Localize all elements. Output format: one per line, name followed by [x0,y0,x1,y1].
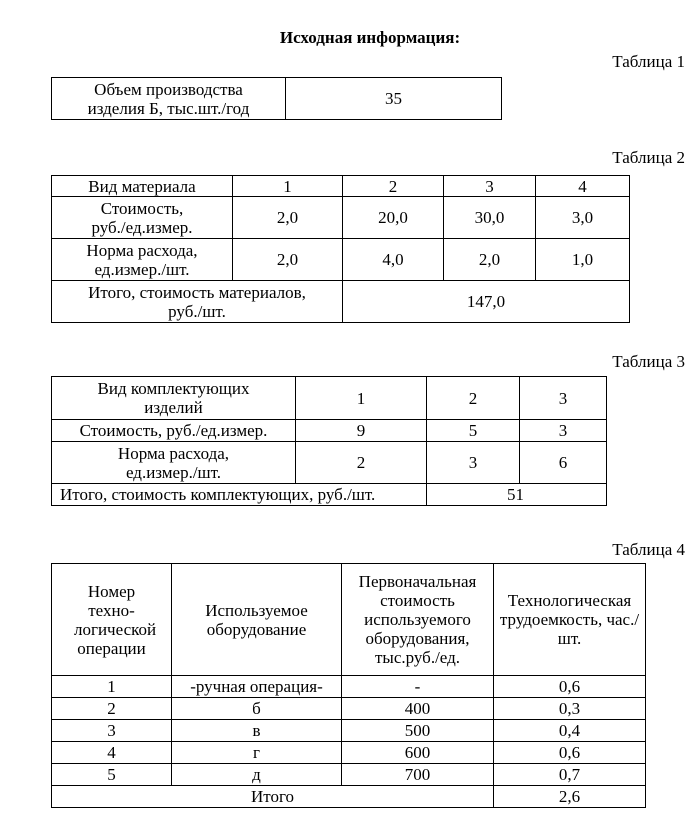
component-norm-label: Норма расхода, ед.измер./шт. [52,442,296,484]
operation-number-header: Номер техно-логической операции [52,564,172,676]
material-cost-label: Стоимость, руб./ед.измер. [52,197,233,239]
component-header-cell: 2 [427,377,520,420]
material-header-cell: 3 [444,176,536,197]
equipment-cell: г [172,742,342,764]
material-norm-cell: 2,0 [444,239,536,281]
operation-number-cell: 4 [52,742,172,764]
material-norm-cell: 1,0 [536,239,630,281]
material-cost-cell: 3,0 [536,197,630,239]
equipment-cell: -ручная операция- [172,676,342,698]
equipment-cell: в [172,720,342,742]
material-cost-cell: 30,0 [444,197,536,239]
equipment-cost-cell: 700 [342,764,494,786]
materials-table [51,175,630,323]
table-row [52,720,646,742]
components-table [51,376,607,506]
component-norm-cell: 6 [520,442,607,484]
equipment-cell: д [172,764,342,786]
material-header-label: Вид материала [52,176,233,197]
component-norm-cell: 2 [296,442,427,484]
operations-total-label: Итого [52,786,494,808]
component-header-cell: 1 [296,377,427,420]
equipment-header: Используемое оборудование [172,564,342,676]
component-header-label: Вид комплектующих изделий [52,377,296,420]
materials-total-value: 147,0 [343,281,630,323]
table-row [52,698,646,720]
operations-total-value: 2,6 [494,786,646,808]
equipment-cost-cell: 400 [342,698,494,720]
production-volume-table [51,77,502,120]
equipment-cost-header: Первоначальная стоимость используемого оборудования, тыс.руб./ед. [342,564,494,676]
production-volume-value: 35 [286,78,502,120]
component-header-cell: 3 [520,377,607,420]
labor-intensity-cell: 0,6 [494,742,646,764]
table-row [52,742,646,764]
operation-number-cell: 3 [52,720,172,742]
material-cost-cell: 2,0 [233,197,343,239]
components-total-value: 51 [427,484,607,506]
equipment-cost-cell: 600 [342,742,494,764]
components-total-label: Итого, стоимость комплектующих, руб./шт. [52,484,427,506]
operations-table [51,563,646,808]
component-cost-label: Стоимость, руб./ед.измер. [52,420,296,442]
material-norm-label: Норма расхода, ед.измер./шт. [52,239,233,281]
operation-number-cell: 1 [52,676,172,698]
labor-intensity-cell: 0,4 [494,720,646,742]
table2-caption: Таблица 2 [612,148,685,167]
material-norm-cell: 2,0 [233,239,343,281]
labor-intensity-header: Технологическая трудоемкость, час./шт. [494,564,646,676]
table1-caption: Таблица 1 [612,52,685,71]
component-cost-cell: 5 [427,420,520,442]
labor-intensity-cell: 0,6 [494,676,646,698]
table-row [52,676,646,698]
material-cost-cell: 20,0 [343,197,444,239]
operation-number-cell: 2 [52,698,172,720]
component-norm-cell: 3 [427,442,520,484]
materials-total-label: Итого, стоимость материалов, руб./шт. [52,281,343,323]
material-header-cell: 2 [343,176,444,197]
material-header-cell: 4 [536,176,630,197]
equipment-cell: б [172,698,342,720]
material-header-cell: 1 [233,176,343,197]
document-title: Исходная информация: [279,28,461,47]
labor-intensity-cell: 0,3 [494,698,646,720]
equipment-cost-cell: 500 [342,720,494,742]
labor-intensity-cell: 0,7 [494,764,646,786]
table-row [52,764,646,786]
component-cost-cell: 9 [296,420,427,442]
component-cost-cell: 3 [520,420,607,442]
operation-number-cell: 5 [52,764,172,786]
production-volume-label: Объем производства изделия Б, тыс.шт./год [52,78,286,120]
material-norm-cell: 4,0 [343,239,444,281]
table3-caption: Таблица 3 [612,352,685,371]
table4-caption: Таблица 4 [612,540,685,559]
equipment-cost-cell: - [342,676,494,698]
